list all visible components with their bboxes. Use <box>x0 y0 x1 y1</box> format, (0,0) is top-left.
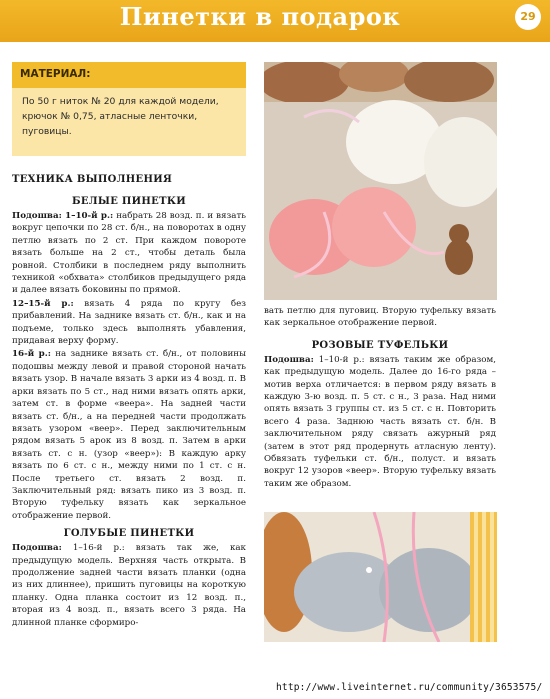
blue-paragraph-1 <box>12 542 246 629</box>
booties-photo-top <box>264 62 497 300</box>
pink-shoes-heading: РОЗОВЫЕ ТУФЕЛЬКИ <box>311 339 449 351</box>
page-title: Пинетки в подарок <box>119 2 401 31</box>
white-p2-label: 12–15-й р.: <box>12 298 74 309</box>
footer-url: http://www.liveinternet.ru/community/3653575/ <box>276 682 543 693</box>
white-p1-label: Подошва: 1–10-й р.: <box>12 211 114 221</box>
booties-photo-bottom-image <box>264 512 497 642</box>
white-p3-text: на заднике вязать ст. б/н., от половины подошвы между левой и правой стороной начать вязать узор. В начале вязать 3 арки из 4 возд. п. В арки вязать по 5 ст., над ними вязать опять арки, затем ст. в форме «веера». На задней части вязать ст. б/н., а на передней части продолжать вязать узором «веер». Перед заключительным рядом вязать 5 арок из 8 возд. п. Затем в арки вязать ст. с н. (узор «веер»): В каждую арку вязать по 6 ст. с н., между ними по 1 ст. с н. После третьего ст. вязать 2 возд. п. Заключительный ряд: вязать пико из 3 возд. п. Вторую туфельку вязать как зеркальное отображение первой. <box>12 349 246 521</box>
blue-paragraph-2: вать петлю для пуговиц. Вторую туфельку вязать как зеркальное отображение первой. <box>264 306 496 329</box>
white-paragraph-3 <box>12 348 246 522</box>
white-p1-text: набрать 28 возд. п. и вязать вокруг цепочки по 28 ст. б/н., на поворотах в одну петлю вязать по 2 ст. При каждом повороте вязать больше на 2 ст., чтобы деталь была ровной. Столбики в последнем ряду выполнить техникой «обхвата» столбиков предыдущего ряда и далее вязать боковины по прямой. <box>12 211 246 296</box>
booties-photo-bottom <box>264 512 497 642</box>
pink-paragraph-1 <box>264 354 496 490</box>
technique-heading: ТЕХНИКА ВЫПОЛНЕНИЯ <box>12 174 173 185</box>
white-booties-heading: БЕЛЫЕ ПИНЕТКИ <box>72 196 186 207</box>
blue-p1-label: Подошва: <box>12 543 62 554</box>
pink-p1-label: Подошва: <box>264 354 314 365</box>
decorative-stripe <box>470 512 497 642</box>
blue-booties-heading: ГОЛУБЫЕ ПИНЕТКИ <box>63 528 195 540</box>
white-p2-text: вязать 4 ряда по кругу без прибавлений. На заднике вязать ст. б/н., как и на подъеме, только здесь выполнять убавления, придавая верху форму. <box>12 298 246 347</box>
pink-p1-text: 1–10-й р.: вязать таким же образом, как предыдущую модель. Далее до 16-го ряда – мотив верха отличается: в первом ряду вязать в каждую 3-ю возд. п. 5 ст. с н., 3 раза. Над ними опять вязать 3 группы ст. из 5 ст. с н. Повторить всего 4 раза. Заднюю часть вязать ст. б/н. В заключительном ряду связать ажурный ряд (затем в этот ряд продернуть атласную ленту). Обвязать туфельки ст. б/н., полуст. и вязать вокруг 12 узоров «веер». Вторую туфельку вязать таким же образом. <box>264 354 496 489</box>
material-box <box>12 62 246 156</box>
left-column <box>12 172 246 630</box>
white-paragraph-2 <box>12 298 246 348</box>
white-p3-label: 16-й р.: <box>12 349 51 360</box>
blue-p1-text: 1–16-й р.: вязать так же, как предыдущую модель. Верхняя часть открыта. В продолжение задней части вязать планки (одна из них длиннее), пришить пуговицы на короткую планку. Одна планка состоит из 12 возд. п., вторая из 4 возд. п., вязать всего 3 ряда. На длинной планке сформиро- <box>12 543 246 628</box>
white-paragraph-1 <box>12 210 246 297</box>
material-heading: МАТЕРИАЛ: <box>12 62 246 88</box>
booties-photo-top-image <box>264 62 497 300</box>
material-text: По 50 г ниток № 20 для каждой модели, крючок № 0,75, атласные ленточки, пуговицы. <box>22 96 219 137</box>
page-number-badge: 29 <box>515 4 541 30</box>
right-column <box>264 305 496 491</box>
